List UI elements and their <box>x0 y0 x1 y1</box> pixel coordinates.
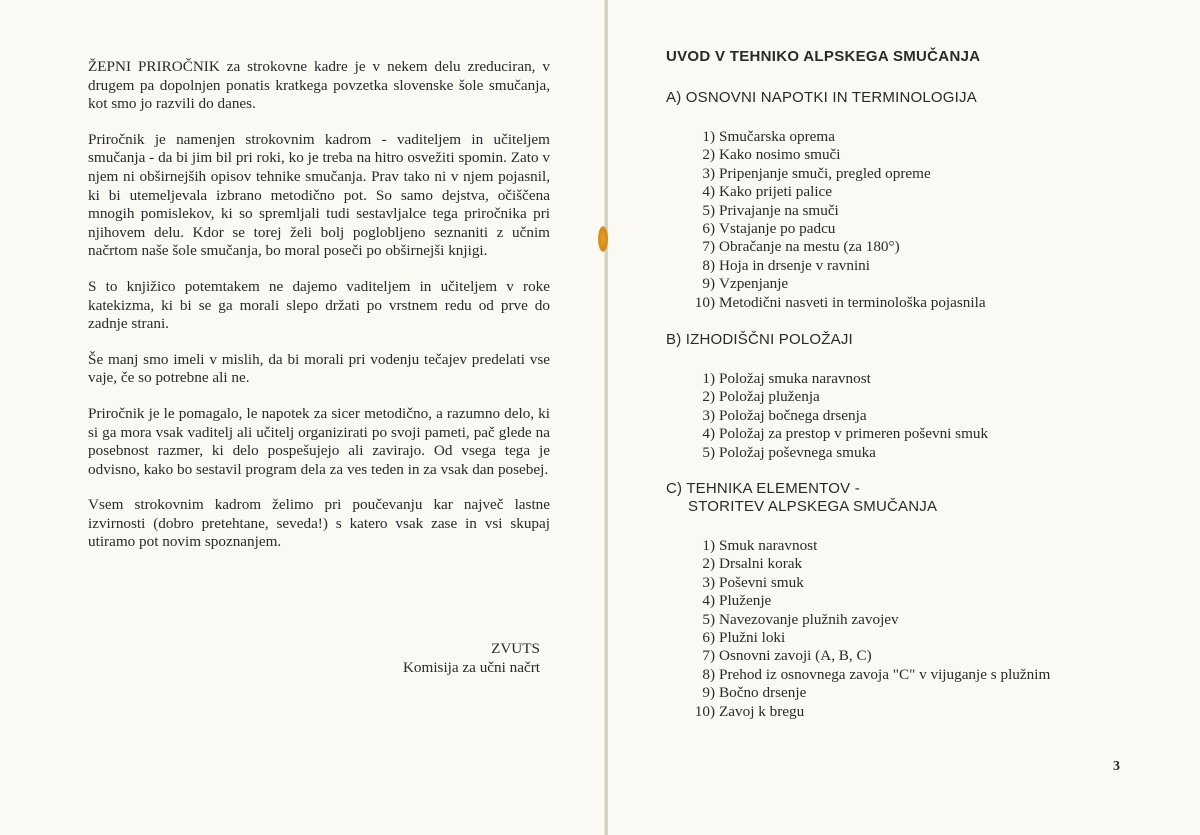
section-c-heading <box>666 480 937 516</box>
list-item: 1) Položaj smuka naravnost <box>702 370 871 387</box>
list-item: 4) Kako prijeti palice <box>702 183 833 201</box>
signature-org: ZVUTS <box>491 640 540 657</box>
section-c-list <box>688 537 1050 721</box>
list-item: 8) Hoja in drsenje v ravnini <box>702 256 870 274</box>
list-item: 6) Plužni loki <box>702 629 786 647</box>
list-item: 7) Obračanje na mestu (za 180°) <box>702 238 900 256</box>
section-b-list <box>688 370 988 462</box>
list-item: 9) Vzpenjanje <box>702 275 789 293</box>
foreword-paragraph: Še manj smo imeli v mislih, da bi morali pri vodenju tečajev predelati vse vaje, če so potrebne ali ne. <box>88 350 550 387</box>
list-item: 1) Smučarska oprema <box>702 128 835 145</box>
spine-mark <box>598 226 608 252</box>
signature-committee: Komisija za učni načrt <box>402 658 540 676</box>
section-b-heading: B) IZHODIŠČNI POLOŽAJI <box>666 331 853 348</box>
list-item: 5) Privajanje na smuči <box>702 201 839 219</box>
section-c-heading-line2: STORITEV ALPSKEGA SMUČANJA <box>688 498 938 515</box>
section-c-heading-line1: C) TEHNIKA ELEMENTOV - <box>666 480 860 497</box>
foreword-paragraph: S to knjižico potemtakem ne dajemo vaditeljem in učiteljem v roke katekizma, ki bi se ga morali slepo držati po vrstnem redu od prve do zadnje strani. <box>88 277 550 333</box>
foreword-text <box>88 58 550 569</box>
list-item: 3) Poševni smuk <box>702 573 804 591</box>
list-item: 2) Položaj pluženja <box>702 388 820 406</box>
list-item: 4) Položaj za prestop v primeren poševni smuk <box>702 425 989 443</box>
foreword-paragraph: ŽEPNI PRIROČNIK za strokovne kadre je v nekem delu zreduciran, v drugem pa dopolnjen ponatis kratkega povzetka slovenske šole smučanja, kot smo jo razvili do danes. <box>88 58 550 113</box>
foreword-paragraph: Priročnik je namenjen strokovnim kadrom - vaditeljem in učiteljem smučanja - da bi jim bil pri roki, ko je treba na hitro osvežiti spomin. Zato v njem ni obširnejših opisov tehnike smučanja. Prav tako ni v njem pojasnil, ki bi utemeljevala izbrano metodično pot. So samo dejstva, očiščena mnogih pomislekov, ki so spremljali tudi sestavljalce tega priročnika pri njihovem delu. Kdor se torej želi bolj poglobljeno seznaniti z učnim načrtom naše šole smučanja, bo moral poseči po obširnejši knjigi. <box>88 130 550 260</box>
signature-block <box>380 640 540 677</box>
foreword-paragraph: Vsem strokovnim kadrom želimo pri poučevanju kar največ lastne izvirnosti (dobro pretehtane, seveda!) s katero vsak zase in vsi skupaj utiramo pot novim spoznanjem. <box>88 496 550 551</box>
list-item: 2) Drsalni korak <box>702 555 803 573</box>
list-item: 10) Zavoj k bregu <box>694 702 805 720</box>
list-item: 5) Navezovanje plužnih zavojev <box>702 610 899 628</box>
list-item: 4) Pluženje <box>702 592 772 610</box>
list-item: 10) Metodični nasveti in terminološka pojasnila <box>694 293 986 311</box>
list-item: 5) Položaj poševnega smuka <box>702 443 876 461</box>
page-number: 3 <box>1113 759 1120 774</box>
list-item: 6) Vstajanje po padcu <box>702 220 836 238</box>
foreword-paragraph: Priročnik je le pomagalo, le napotek za sicer metodično, a razumno delo, ki si ga mora vsak vaditelj ali učitelj organizirati po svoji pameti, pač glede na posebnost razmer, ki delo pospešujejo ali zavirajo. Od vsega tega je odvisno, kako bo sestavil program dela za ves teden in za vsak dan posebej. <box>88 404 550 478</box>
list-item: 8) Prehod iz osnovnega zavoja "C" v vijuganje s plužnim <box>702 665 1051 683</box>
list-item: 3) Položaj bočnega drsenja <box>702 406 867 424</box>
list-item: 1) Smuk naravnost <box>702 537 818 554</box>
page-title: UVOD V TEHNIKO ALPSKEGA SMUČANJA <box>666 48 981 65</box>
list-item: 2) Kako nosimo smuči <box>702 146 841 164</box>
list-item: 9) Bočno drsenje <box>702 684 807 702</box>
section-a-list <box>688 128 986 312</box>
list-item: 3) Pripenjanje smuči, pregled opreme <box>702 164 931 182</box>
section-a-heading: A) OSNOVNI NAPOTKI IN TERMINOLOGIJA <box>666 89 977 106</box>
list-item: 7) Osnovni zavoji (A, B, C) <box>702 647 872 665</box>
